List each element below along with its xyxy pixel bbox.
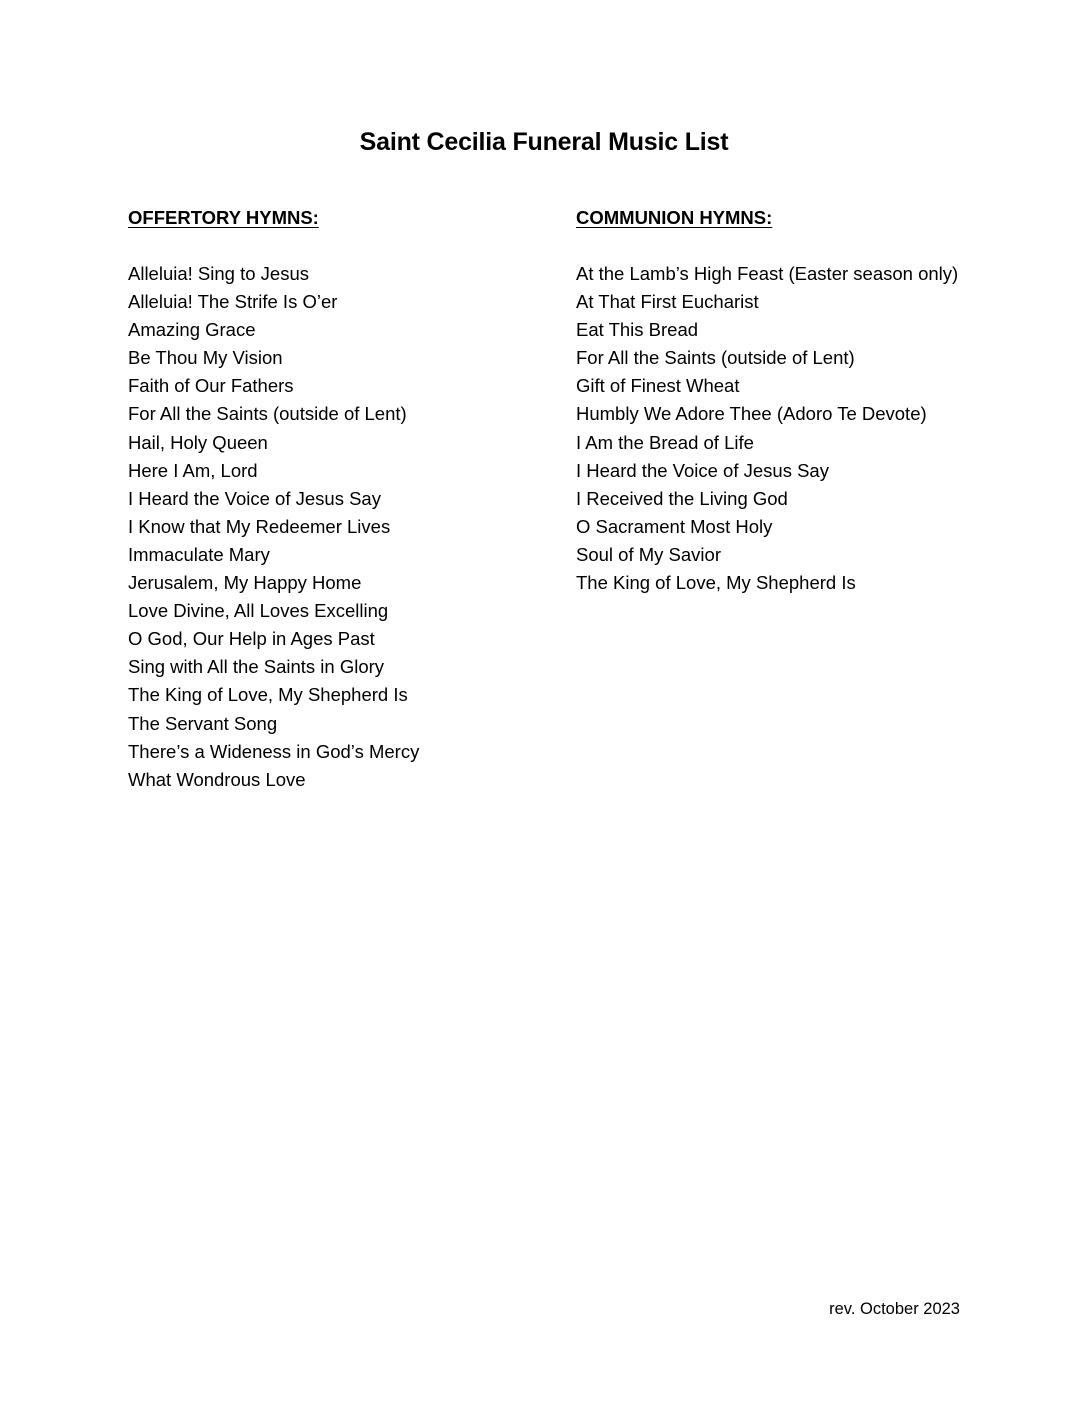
list-item: I Am the Bread of Life xyxy=(576,431,754,453)
list-item: Alleluia! The Strife Is O’er xyxy=(128,291,338,313)
list-item: Here I Am, Lord xyxy=(128,459,258,481)
list-item: For All the Saints (outside of Lent) xyxy=(576,347,855,369)
list-item: The King of Love, My Shepherd Is xyxy=(128,684,408,706)
revision-date: rev. October 2023 xyxy=(829,1300,960,1318)
list-item: I Heard the Voice of Jesus Say xyxy=(128,487,381,509)
list-item: Faith of Our Fathers xyxy=(128,375,294,397)
communion-heading: COMMUNION HYMNS: xyxy=(576,207,773,228)
list-item: O God, Our Help in Ages Past xyxy=(128,628,375,650)
list-item: For All the Saints (outside of Lent) xyxy=(128,403,407,425)
list-item: The Servant Song xyxy=(128,712,278,734)
list-item: I Received the Living God xyxy=(576,487,788,509)
list-item: Immaculate Mary xyxy=(128,543,270,565)
list-item: At That First Eucharist xyxy=(576,291,759,313)
list-item: Amazing Grace xyxy=(128,319,256,341)
list-item: At the Lamb’s High Feast (Easter season only) xyxy=(576,263,959,284)
list-item: There’s a Wideness in God’s Mercy xyxy=(128,740,420,762)
offertory-heading: OFFERTORY HYMNS: xyxy=(128,207,319,228)
list-item: The King of Love, My Shepherd Is xyxy=(576,572,856,594)
list-item: Soul of My Savior xyxy=(576,543,721,565)
page-title: Saint Cecilia Funeral Music List xyxy=(359,128,729,156)
list-item: Alleluia! Sing to Jesus xyxy=(128,263,309,284)
list-item: Be Thou My Vision xyxy=(128,347,283,369)
list-item: What Wondrous Love xyxy=(128,768,306,790)
list-item: Sing with All the Saints in Glory xyxy=(128,656,385,678)
list-item: Love Divine, All Loves Excelling xyxy=(128,600,389,622)
list-item: Humbly We Adore Thee (Adoro Te Devote) xyxy=(576,403,927,425)
communion-section xyxy=(576,204,1016,597)
list-item: Eat This Bread xyxy=(576,319,699,341)
list-item: Jerusalem, My Happy Home xyxy=(128,572,362,594)
list-item: O Sacrament Most Holy xyxy=(576,515,773,537)
list-item: I Know that My Redeemer Lives xyxy=(128,515,391,537)
list-item: I Heard the Voice of Jesus Say xyxy=(576,459,829,481)
communion-list xyxy=(576,260,1016,597)
offertory-section xyxy=(128,204,548,794)
offertory-list xyxy=(128,260,548,794)
list-item: Gift of Finest Wheat xyxy=(576,375,740,397)
list-item: Hail, Holy Queen xyxy=(128,431,268,453)
